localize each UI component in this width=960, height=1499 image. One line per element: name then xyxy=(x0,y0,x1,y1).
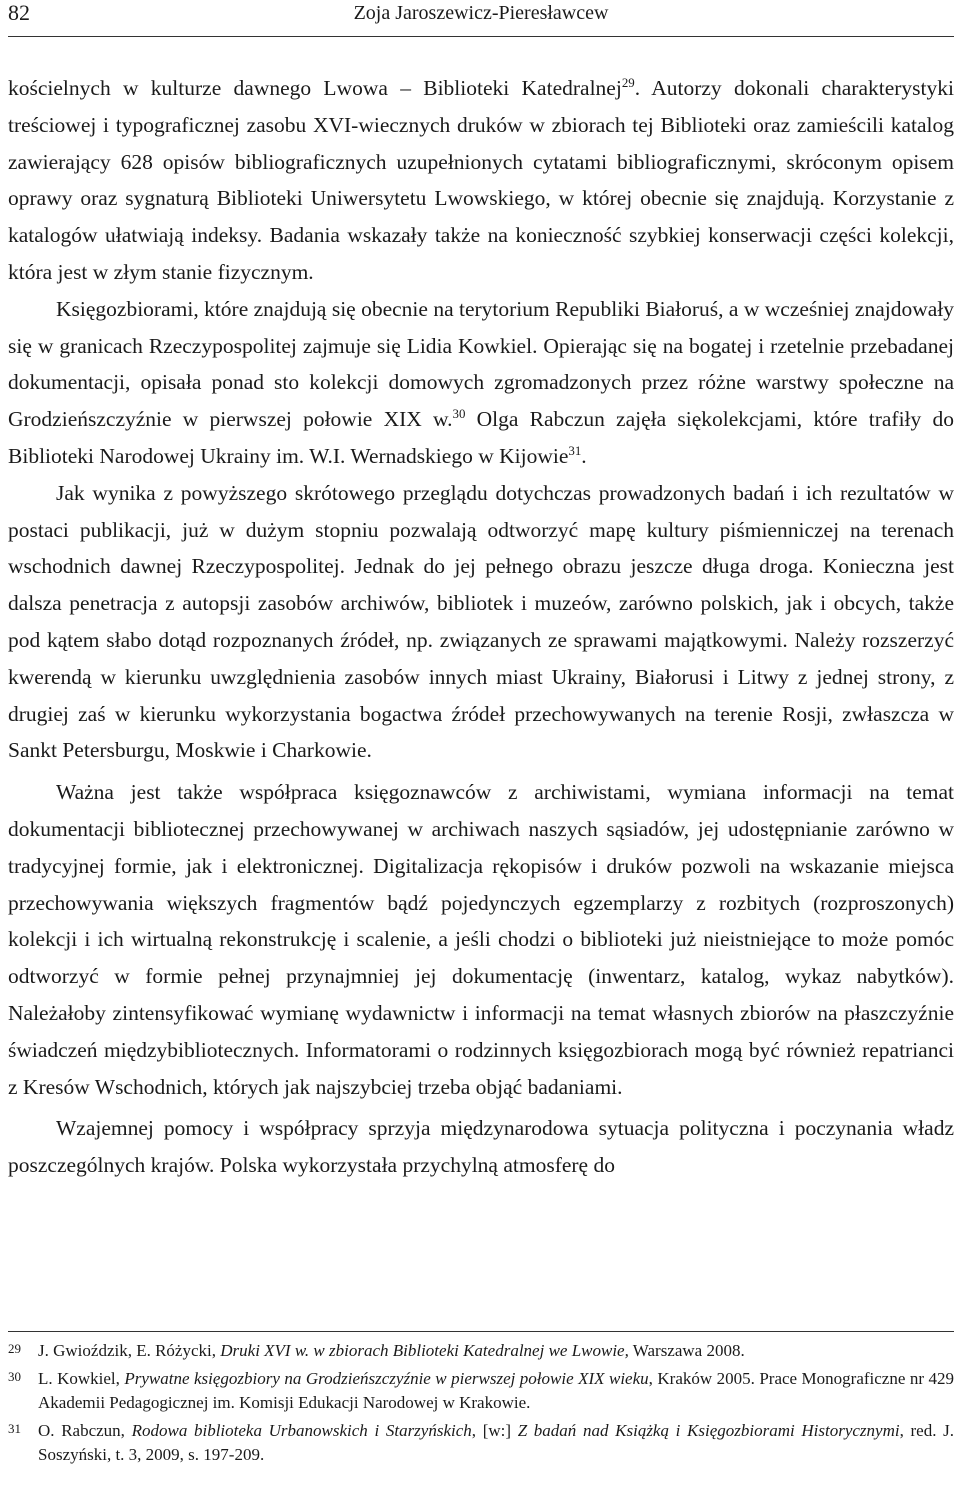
cited-title: Prywatne księgozbiory na Grodzieńszczyźnie w pierwszej połowie XIX wieku xyxy=(124,1369,649,1388)
footnote-ref-30[interactable]: 30 xyxy=(452,407,466,422)
body-text xyxy=(8,70,954,1184)
footnote-29: 29 J. Gwioździk, E. Różycki, Druki XVI w. w zbiorach Biblioteki Katedralnej we Lwowie, Warszawa 2008. xyxy=(8,1337,954,1363)
running-title: Zoja Jaroszewicz-Pieresławcew xyxy=(353,2,609,24)
paragraph-4: Ważna jest także współpraca księgoznawców z archiwistami, wymiana informacji na temat dokumentacji bibliotecznej przechowywanej w archiwach naszych sąsiadów, jej udostępnianie zarówno w tradycyjnej formie, jak i elektronicznej. Digitalizacja rękopisów i druków pozwoli na wskazanie miejsca przechowywania większych fragmentów bądź pojedynczych egzemplarzy z rozbitych (rozproszonych) kolekcji i ich wirtualną rekonstrukcję i scalenie, a jeśli chodzi o biblioteki już nieistniejące to może pomóc odtworzyć w formie pełnej przynajmniej jej dokumentację (inwentarz, katalog, wykaz nabytków). Należałoby zintensyfikować wymianę wydawnictw i informacji na temat własnych zbiorów na płaszczyźnie świadczeń międzybibliotecznych. Informatorami o rodzinnych księgozbiorach mogą być również repatrianci z Kresów Wschodnich, których jak najszybciej trzeba objąć badaniami. xyxy=(8,780,954,1099)
footnote-number: 31 xyxy=(8,1421,21,1436)
cited-title: Druki XVI w. w zbiorach Biblioteki Katedralnej we Lwowie, xyxy=(220,1341,629,1360)
footnote-ref-29[interactable]: 29 xyxy=(621,75,635,90)
paragraph-3: Jak wynika z powyższego skrótowego przeglądu dotychczas prowadzonych badań i ich rezultatów w postaci publikacji, już w dużym stopniu pozwalają odtworzyć mapę kultury piśmienniczej na terenach wschodnich dawnej Rzeczypospolitej. Jednak do jej pełnego obrazu jeszcze długa droga. Konieczna jest dalsza penetracja z autopsji zasobów archiwów, bibliotek i muzeów, zarówno polskich, jak i obcych, także pod kątem słabo dotąd rozpoznanych źródeł, np. związanych ze sprawami majątkowymi. Należy rozszerzyć kwerendą w kierunku uwzględnienia zasobów innych miast Ukrainy, Białorusi i Litwy z jednej strony, z drugiej zaś w kierunku wykorzystania bogactwa źródeł przechowywanych na terenie Rosji, zwłaszcza w Sankt Petersburgu, Moskwie i Charkowie. xyxy=(8,480,954,763)
footnote-30: 30 L. Kowkiel, Prywatne księgozbiory na Grodzieńszczyźnie w pierwszej połowie XIX wieku, Kraków 2005. Prace Monograficzne nr 429 Akademii Pedagogicznej im. Komisji Edukacji Narodowej w Krakowie. xyxy=(8,1365,954,1415)
footnotes xyxy=(8,1337,954,1469)
page-number: 82 xyxy=(8,0,30,25)
footnote-number: 29 xyxy=(8,1341,21,1356)
header-rule xyxy=(8,36,954,37)
paragraph-2: Księgozbiorami, które znajdują się obecnie na terytorium Republiki Białoruś, a w wcześniej znajdowały się w granicach Rzeczypospolitej zajmuje się Lidia Kowkiel. Opierając się na bogatej i rzetelnie przebadanej dokumentacji, opisała ponad sto kolekcji domowych zgromadzonych przez różne warstwy społeczne na Grodzieńszczyźnie w pierwszej połowie XIX w.$^{30}$ Olga Rabczun zajęła siękolekcjami, które trafiły do Biblioteki Narodowej Ukrainy im. W.I. Wernadskiego w Kijowie$^{31}$. xyxy=(8,296,954,468)
footnote-rule xyxy=(8,1331,954,1332)
footnote-ref-31[interactable]: 31 xyxy=(568,443,582,458)
paragraph-1: kościelnych w kulturze dawnego Lwowa – Biblioteki Katedralnej$^{29}$. Autorzy dokonali charakterystyki treściowej i typograficznej zasobu XVI-wiecznych druków w zbiorach tej Biblioteki oraz zamieścili katalog zawierający 628 opisów bibliograficznych uzupełnionych cytatami bibliograficznymi, skróconym opisem oprawy oraz sygnaturą Biblioteki Uniwersytetu Lwowskiego, w której obecnie się znajdują. Korzystanie z katalogów ułatwiają indeksy. Badania wskazały także na konieczność szybkiej konserwacji części kolekcji, która jest w złym stanie fizycznym. xyxy=(8,75,954,284)
running-head xyxy=(8,0,954,30)
footnote-31: 31 O. Rabczun, Rodowa biblioteka Urbanowskich i Starzyńskich, [w:] Z badań nad Książką i Księgozbiorami Historycznymi, red. J. Soszyński, t. 3, 2009, s. 197-209. xyxy=(8,1417,954,1467)
paragraph-5: Wzajemnej pomocy i współpracy sprzyja międzynarodowa sytuacja polityczna i poczynania władz poszczególnych krajów. Polska wykorzystała przychylną atmosferę do xyxy=(8,1116,954,1178)
cited-title: Rodowa biblioteka Urbanowskich i Starzyńskich xyxy=(131,1421,472,1440)
footnote-number: 30 xyxy=(8,1369,21,1384)
cited-title: Z badań nad Książką i Księgozbiorami Historycznymi xyxy=(517,1421,900,1440)
